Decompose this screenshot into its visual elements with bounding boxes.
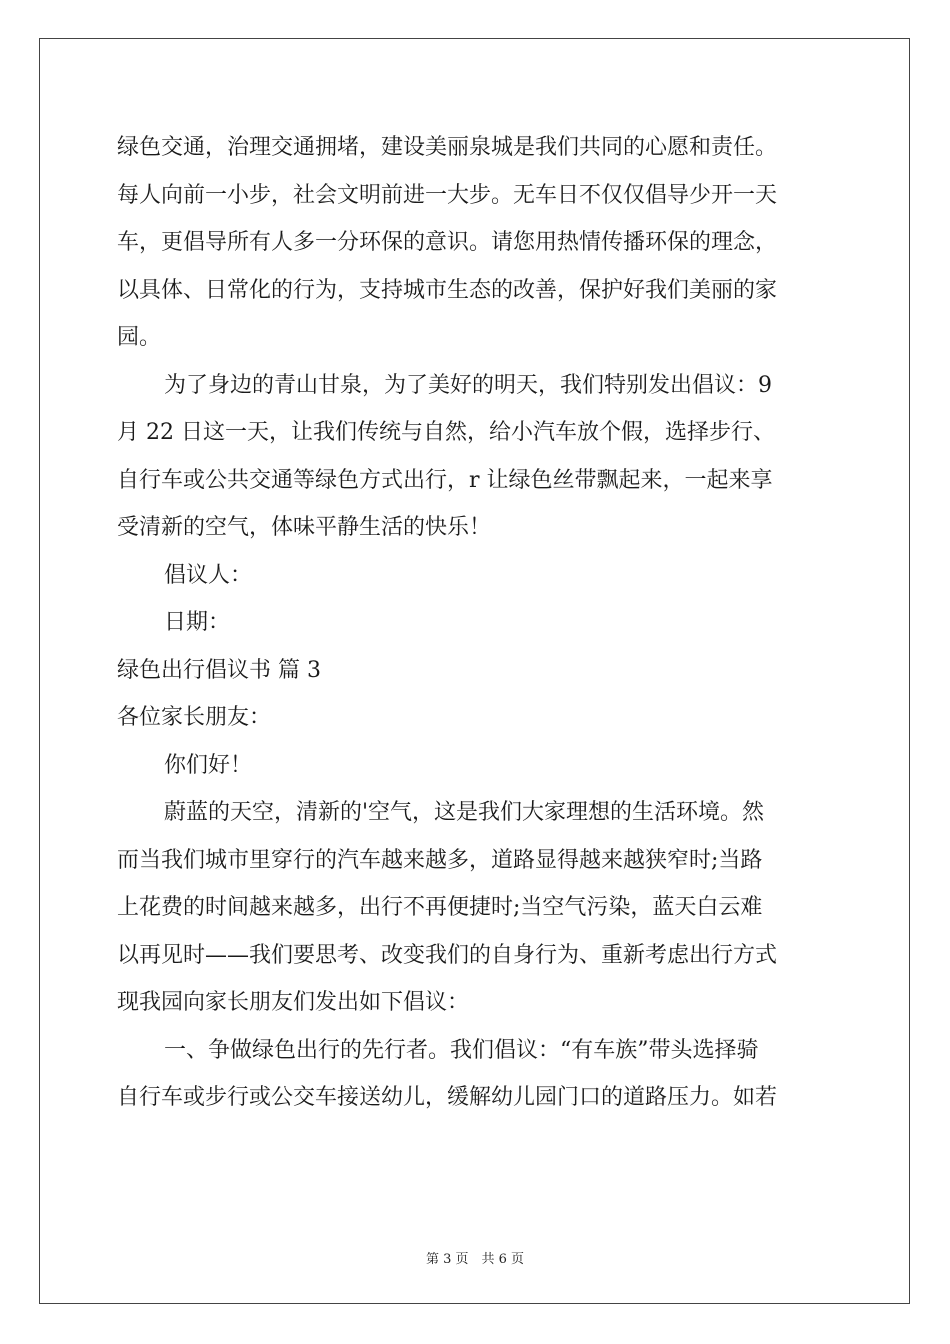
document-body xyxy=(117,124,837,1122)
text-line: 为了身边的青山甘泉，为了美好的明天，我们特别发出倡议：9 xyxy=(164,372,772,398)
text-line: 园。 xyxy=(117,325,162,350)
text-line: 一、争做绿色出行的先行者。我们倡议：“有车族”带头选择骑 xyxy=(164,1037,759,1063)
text-line: 每人向前一小步，社会文明前进一大步。无车日不仅仅倡导少开一天 xyxy=(117,182,778,208)
section-heading: 绿色出行倡议书 篇 3 xyxy=(117,657,321,683)
page-number: 第 3 页 共 6 页 xyxy=(425,1252,525,1267)
text-line: 车，更倡导所有人多一分环保的意识。请您用热情传播环保的理念， xyxy=(117,230,778,255)
text-line: 绿色交通，治理交通拥堵，建设美丽泉城是我们共同的心愿和责任。 xyxy=(117,135,778,160)
text-line: 以再见时——我们要思考、改变我们的自身行为、重新考虑出行方式 xyxy=(117,942,778,968)
text-line: 蔚蓝的天空，清新的'空气，这是我们大家理想的生活环境。然 xyxy=(164,800,765,825)
text-line: 月 22 日这一天，让我们传统与自然，给小汽车放个假，选择步行、 xyxy=(117,420,775,445)
text-line: 而当我们城市里穿行的汽车越来越多，道路显得越来越狭窄时;当路 xyxy=(117,847,763,873)
greeting: 你们好！ xyxy=(164,752,253,778)
text-line: 自行车或步行或公交车接送幼儿，缓解幼儿园门口的道路压力。如若 xyxy=(117,1085,778,1110)
text-line: 上花费的时间越来越多，出行不再便捷时;当空气污染，蓝天白云难 xyxy=(117,895,763,920)
text-line: 以具体、日常化的行为，支持城市生态的改善，保护好我们美丽的家 xyxy=(117,277,778,303)
text-line: 受清新的空气，体味平静生活的快乐！ xyxy=(117,515,492,540)
proposer-label: 倡议人： xyxy=(164,562,253,588)
text-line: 自行车或公共交通等绿色方式出行，r 让绿色丝带飘起来，一起来享 xyxy=(117,467,773,493)
text-line: 现我园向家长朋友们发出如下倡议： xyxy=(117,990,470,1015)
salutation: 各位家长朋友： xyxy=(117,705,272,730)
date-label: 日期： xyxy=(164,610,231,635)
